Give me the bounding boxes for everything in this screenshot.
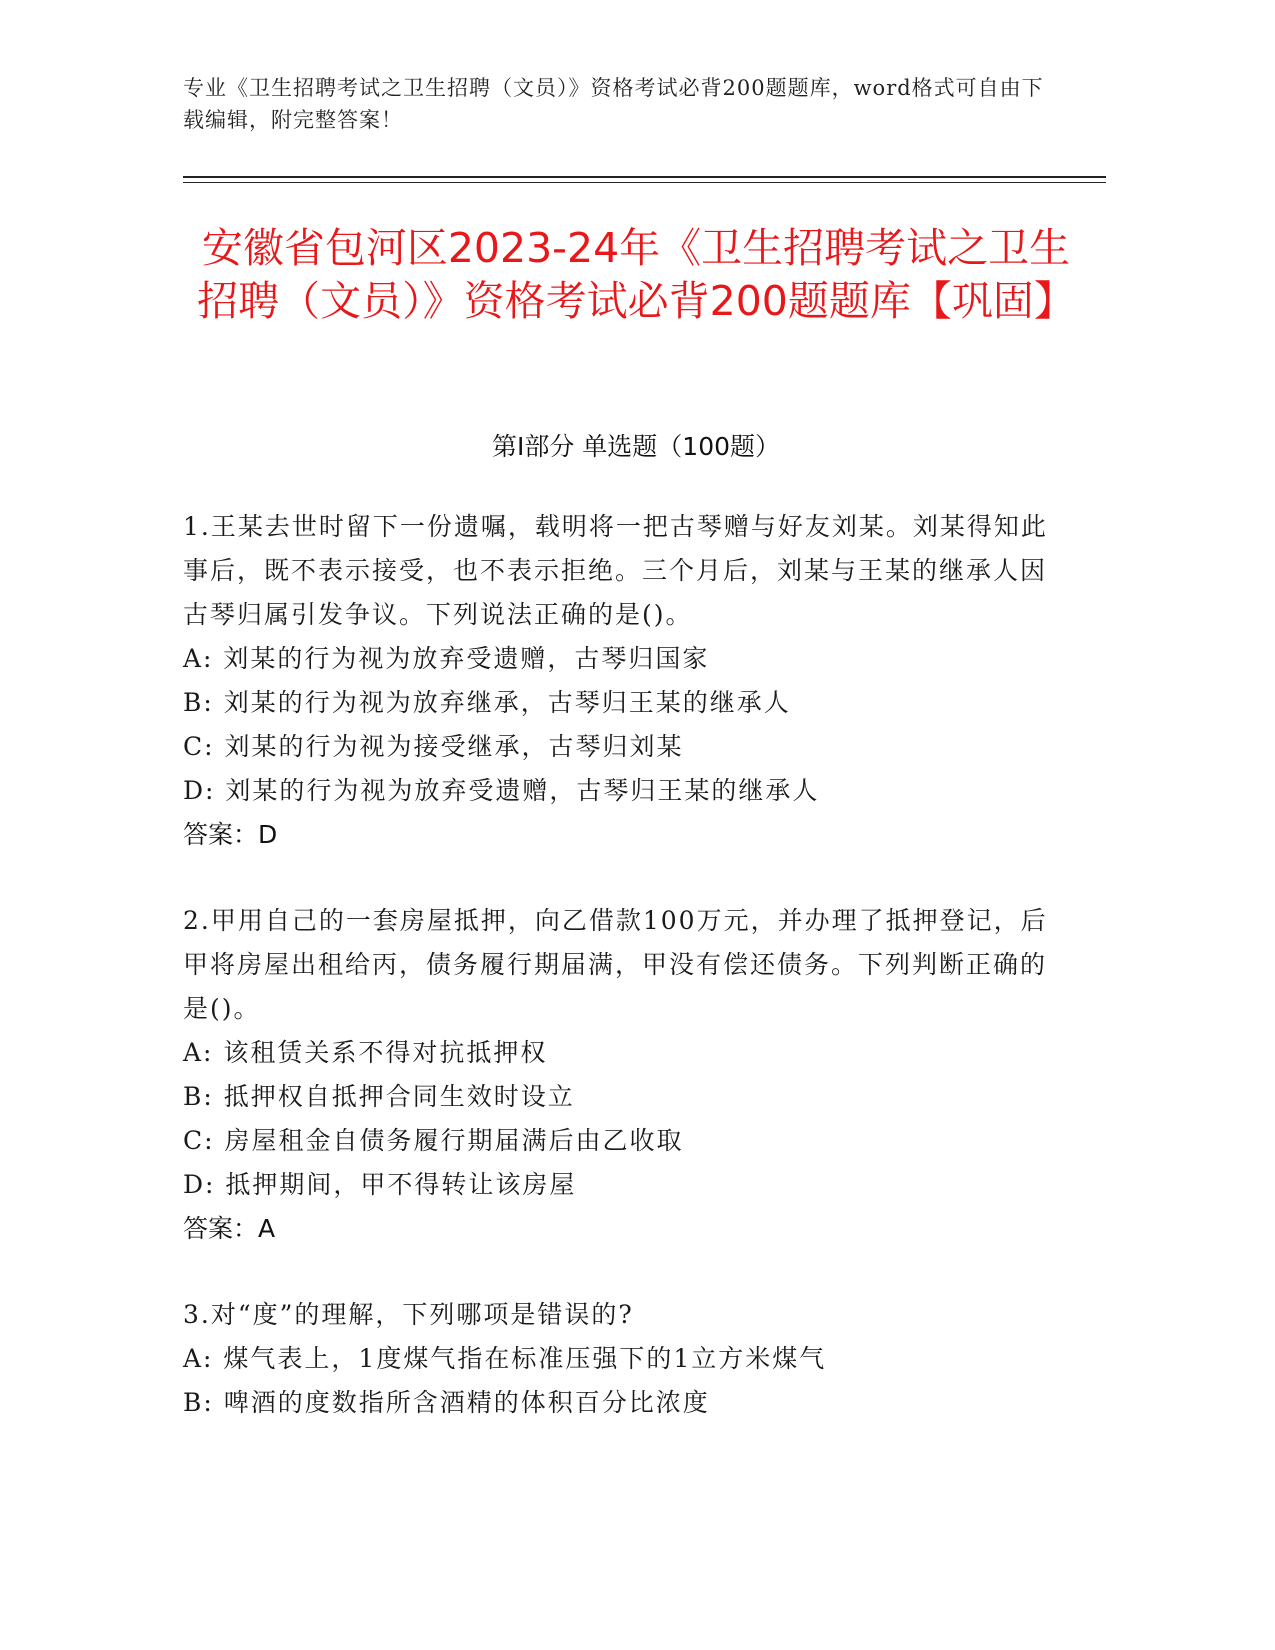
question-option-c: C: 房屋租金自债务履行期届满后由乙收取 xyxy=(183,1126,684,1155)
document-title: 安徽省包河区2023-24年《卫生招聘考试之卫生招聘（文员）》资格考试必背200题题库【巩固】 xyxy=(197,224,1075,325)
question-item xyxy=(183,505,1063,857)
question-option-d: D: 抵押期间，甲不得转让该房屋 xyxy=(183,1170,577,1199)
question-answer: 答案：A xyxy=(183,1214,276,1243)
question-option-a: A: 该租赁关系不得对抗抵押权 xyxy=(183,1038,548,1067)
question-option-b: B: 刘某的行为视为放弃继承，古琴归王某的继承人 xyxy=(183,688,791,717)
question-answer: 答案：D xyxy=(183,820,278,849)
question-option-b: B: 抵押权自抵押合同生效时设立 xyxy=(183,1082,575,1111)
question-option-b: B: 啤酒的度数指所含酒精的体积百分比浓度 xyxy=(183,1388,710,1417)
question-stem: 3.对“度”的理解，下列哪项是错误的? xyxy=(183,1300,634,1329)
question-stem: 1.王某去世时留下一份遗嘱，载明将一把古琴赠与好友刘某。刘某得知此事后，既不表示接受，也不表示拒绝。三个月后，刘某与王某的继承人因古琴归属引发争议。下列说法正确的是()。 xyxy=(183,512,1048,629)
question-list xyxy=(183,505,1063,1467)
section-heading: 第I部分 单选题（100题） xyxy=(491,432,781,461)
question-item xyxy=(183,899,1063,1251)
question-option-c: C: 刘某的行为视为接受继承，古琴归刘某 xyxy=(183,732,684,761)
header-divider-thin xyxy=(183,182,1106,183)
question-option-d: D: 刘某的行为视为放弃受遗赠，古琴归王某的继承人 xyxy=(183,776,820,805)
question-stem: 2.甲用自己的一套房屋抵押，向乙借款100万元，并办理了抵押登记，后甲将房屋出租给丙，债务履行期届满，甲没有偿还债务。下列判断正确的是()。 xyxy=(183,906,1048,1023)
question-item xyxy=(183,1293,1063,1425)
header-note: 专业《卫生招聘考试之卫生招聘（文员）》资格考试必背200题题库，word格式可自由下载编辑，附完整答案！ xyxy=(183,76,1044,132)
question-option-a: A: 刘某的行为视为放弃受遗赠，古琴归国家 xyxy=(183,644,710,673)
header-divider-thick xyxy=(183,176,1106,178)
question-option-a: A: 煤气表上，1度煤气指在标准压强下的1立方米煤气 xyxy=(183,1344,827,1373)
